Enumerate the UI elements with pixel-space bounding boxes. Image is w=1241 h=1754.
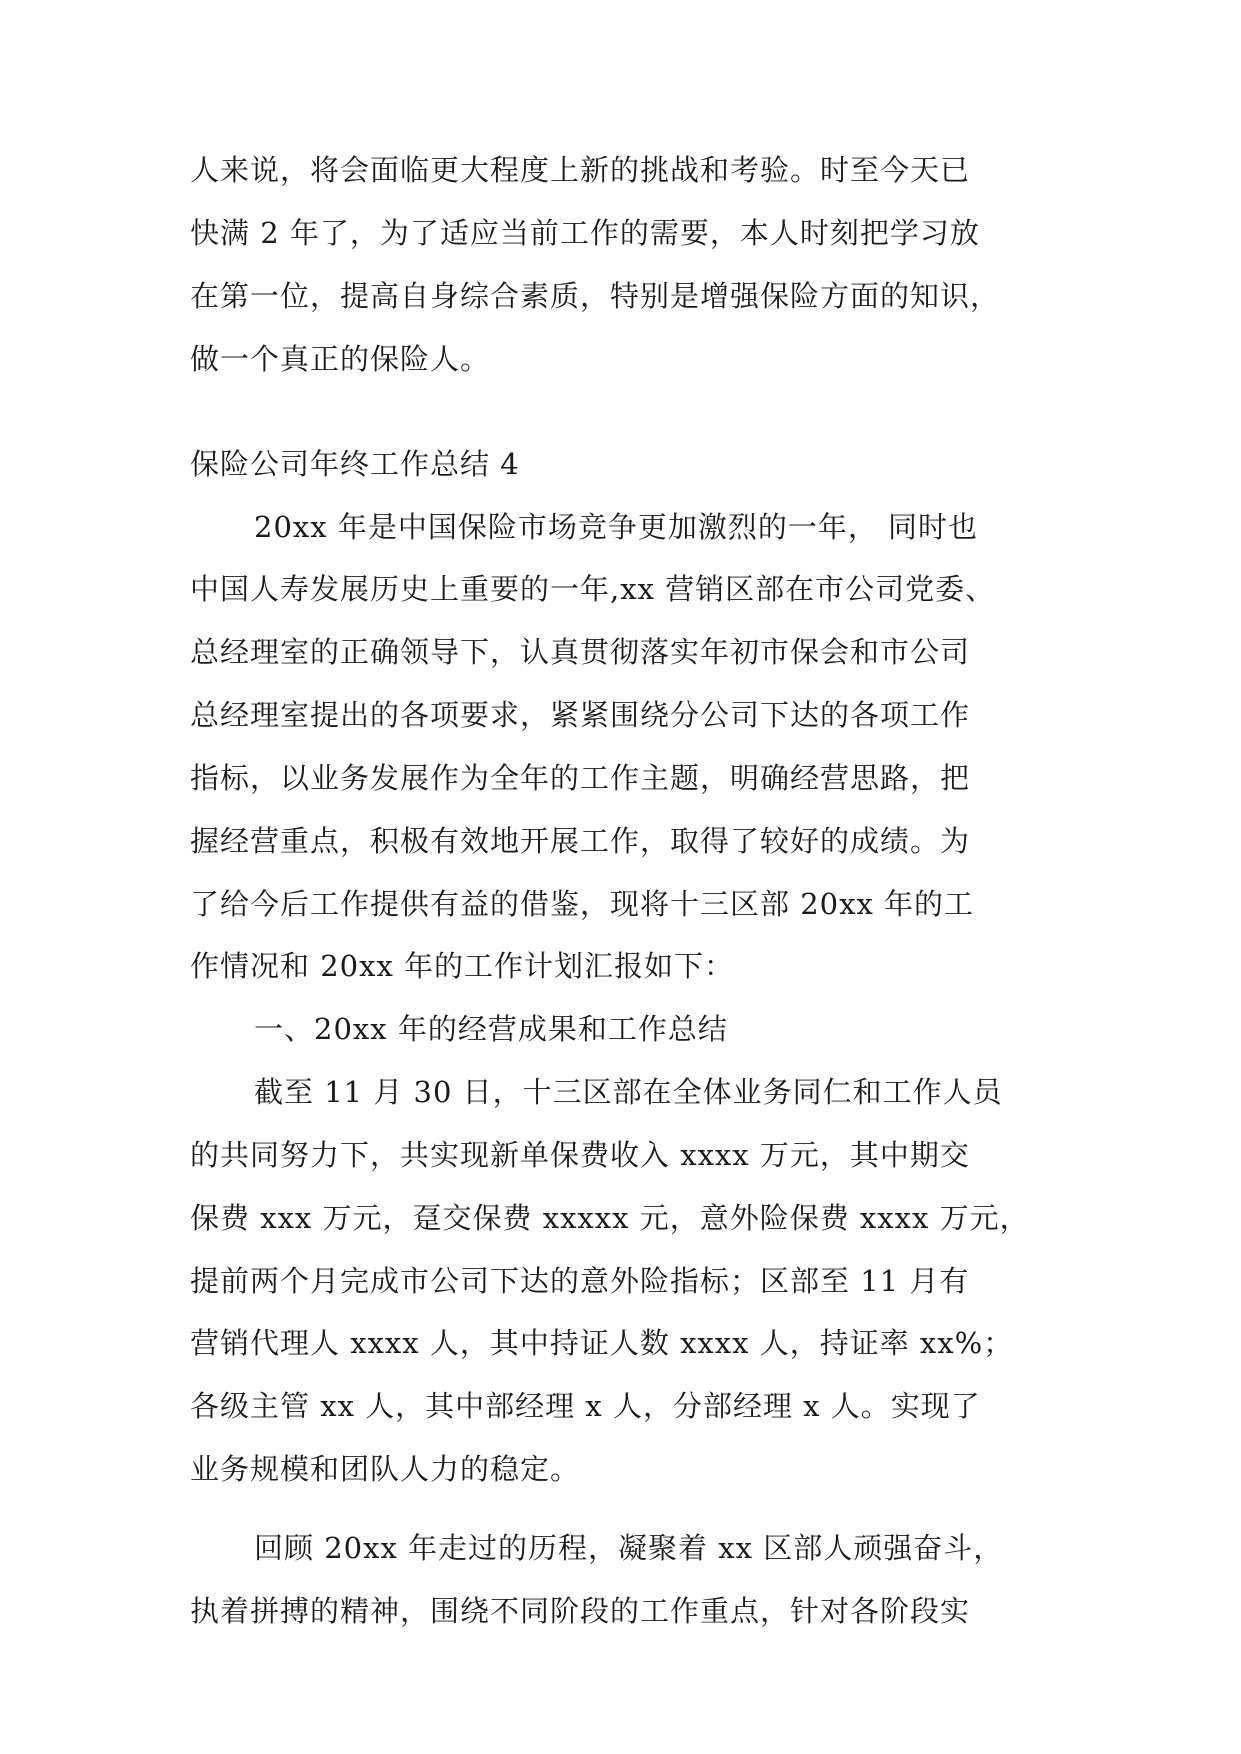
paragraph-4-line-2: 执着拼搏的精神，围绕不同阶段的工作重点，针对各阶段实 [190,1594,971,1628]
paragraph-3-line-7: 业务规模和团队人力的稳定。 [190,1452,581,1486]
paragraph-2-line-4: 总经理室提出的各项要求，紧紧围绕分公司下达的各项工作 [190,698,971,732]
paragraph-3-line-3: 保费 xxx 万元，趸交保费 xxxxx 元，意外险保费 xxxx 万元， [190,1201,1030,1235]
paragraph-1-line-3: 在第一位，提高自身综合素质，特别是增强保险方面的知识， [190,279,1001,313]
paragraph-2-line-5: 指标，以业务发展作为全年的工作主题，明确经营思路，把 [190,761,971,795]
paragraph-3-line-5: 营销代理人 xxxx 人，其中持证人数 xxxx 人，持证率 xx%； [190,1326,1014,1360]
paragraph-1-line-4: 做一个真正的保险人。 [190,342,491,376]
paragraph-3-line-2: 的共同努力下，共实现新单保费收入 xxxx 万元，其中期交 [190,1138,970,1172]
paragraph-1-line-2: 快满 2 年了，为了适应当前工作的需要，本人时刻把学习放 [190,216,980,250]
paragraph-2-line-3: 总经理室的正确领导下，认真贯彻落实年初市保会和市公司 [190,635,971,669]
paragraph-2-line-1: 20xx 年是中国保险市场竞争更加激烈的一年， 同时也 [254,510,979,544]
paragraph-2-line-7: 了给今后工作提供有益的借鉴，现将十三区部 20xx 年的工 [190,887,975,921]
paragraph-2-line-8: 作情况和 20xx 年的工作计划汇报如下： [190,949,735,983]
paragraph-3-line-6: 各级主管 xx 人，其中部经理 x 人，分部经理 x 人。实现了 [190,1389,981,1423]
paragraph-4-line-1: 回顾 20xx 年走过的历程，凝聚着 xx 区部人顽强奋斗， [254,1531,1004,1565]
section-title: 保险公司年终工作总结 4 [190,447,520,481]
paragraph-2-line-6: 握经营重点，积极有效地开展工作，取得了较好的成绩。为 [190,824,971,858]
heading-1: 一、20xx 年的经营成果和工作总结 [254,1012,728,1046]
paragraph-3-line-4: 提前两个月完成市公司下达的意外险指标；区部至 11 月有 [190,1264,970,1298]
paragraph-1-line-1: 人来说，将会面临更大程度上新的挑战和考验。时至今天已 [190,153,971,187]
paragraph-2-line-2: 中国人寿发展历史上重要的一年,xx 营销区部在市公司党委、 [190,572,996,606]
paragraph-3-line-1: 截至 11 月 30 日，十三区部在全体业务同仁和工作人员 [254,1075,1003,1109]
